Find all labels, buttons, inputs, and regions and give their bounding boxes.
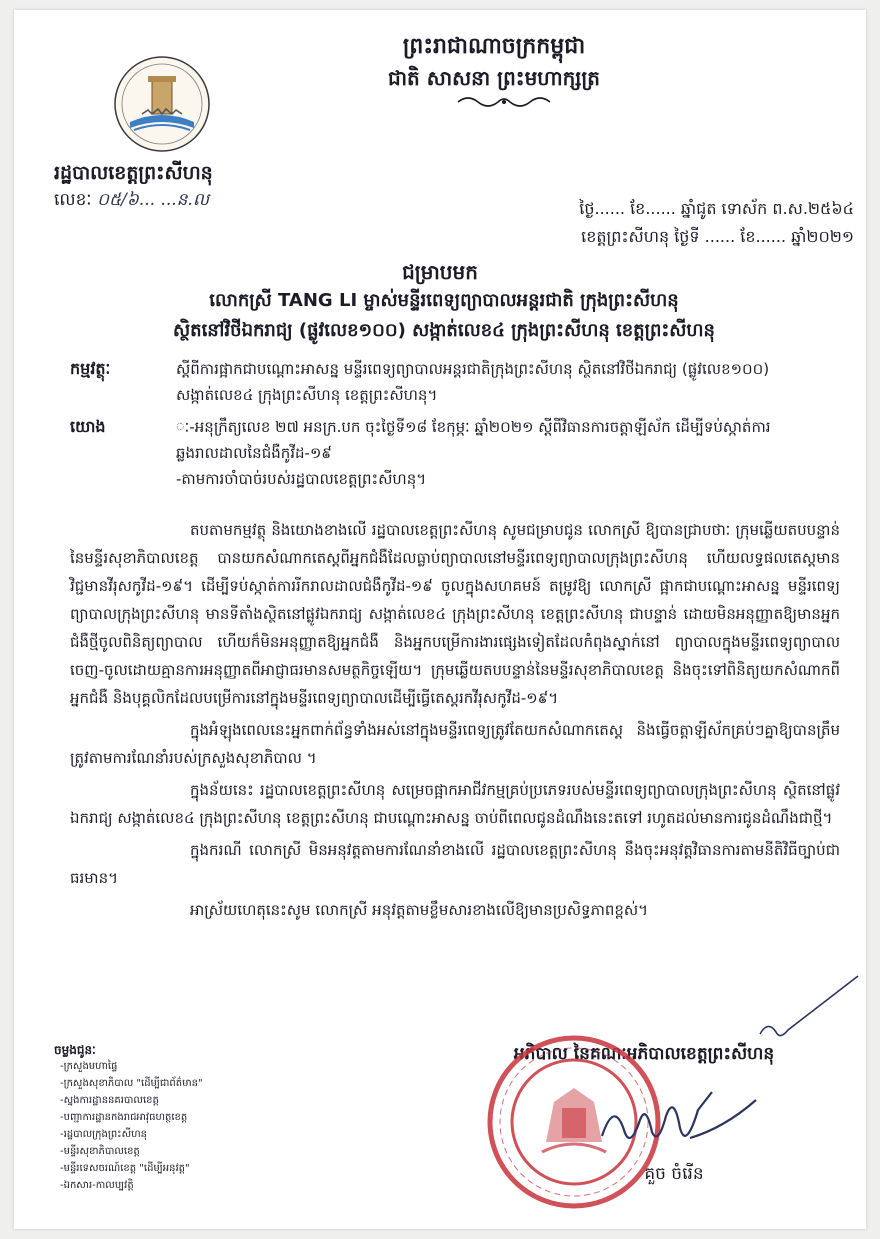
cc-item: -មន្ទីរទេសចរណ៍ខេត្ត "ដើម្បីអនុវត្ត" xyxy=(60,1163,190,1174)
reference-label: យោង xyxy=(70,417,106,436)
cc-item: -ឯកសារ-កាលប្បវត្តិ xyxy=(60,1180,134,1191)
subject-text: ស្តីពីការផ្អាកជាបណ្តោះអាសន្ន មន្ទីរពេទ្យព្យាបាលអន្តរជាតិក្រុងព្រះសីហនុ ស្ថិតនៅវិថីឯករាជ្យ (ផ្លូវលេខ១០០) សង្កាត់លេខ៤ ក្រុងព្រះសីហនុ ខេត្តព្រះសីហនុ។ xyxy=(176,360,770,404)
provincial-emblem-logo xyxy=(112,54,212,154)
reference-item: -តាមការចាំបាច់របស់រដ្ឋបាលខេត្តព្រះសីហនុ។ xyxy=(176,470,427,488)
cc-item: -រដ្ឋបាលក្រុងព្រះសីហនុ xyxy=(60,1129,147,1140)
issuing-authority: រដ្ឋបាលខេត្តព្រះសីហនុ xyxy=(54,162,213,184)
kingdom-heading: ព្រះរាជាណាចក្រកម្ពុជា xyxy=(402,34,586,59)
cc-item: -ស្នងការដ្ឋាននគរបាលខេត្ត xyxy=(60,1095,159,1106)
addressee: លោកស្រី TANG LI ម្ចាស់មន្ទីរពេទ្យព្យាបាលអន្តរជាតិ ក្រុងព្រះសីហនុ xyxy=(209,290,679,311)
body-paragraph: តបតាមកម្មវត្ថុ និងយោងខាងលើ រដ្ឋបាលខេត្តព្រះសីហនុ សូមជម្រាបជូន លោកស្រី ឱ្យបានជ្រាបថាៈ ក្រុមឆ្លើយតបបន្ទាន់នៃមន្ទីរសុខាភិបាលខេត្ត បានយកសំណាកតេស្តពីអ្នកជំងឺដែលធ្លាប់ព្យាបាលនៅមន្ទីរពេទ្យព្យាបាលក្រុងព្រះសីហនុ ហើយលទ្ធផលតេស្តមាន វិជ្ជមានវីរុសកូវីដ-១៩។ ដើម្បីទប់ស្កាត់ការរីករាលដាលជំងឺកូវីដ-១៩ ចូលក្នុងសហគមន៍ តម្រូវឱ្យ លោកស្រី ផ្អាកជាបណ្តោះអាសន្ន មន្ទីរពេទ្យព្យាបាលក្រុងព្រះសីហនុ មានទីតាំងស្ថិតនៅផ្លូវឯករាជ្យ សង្កាត់លេខ៤ ក្រុងព្រះសីហនុ ខេត្តព្រះសីហនុ ជាបន្ទាន់ ដោយមិនអនុញ្ញាតឱ្យមានអ្នកជំងឺថ្មីចូលពិនិត្យព្យាបាល ហើយក៏មិនអនុញ្ញាតឱ្យអ្នកជំងឺ និងអ្នកបម្រើការងារផ្សេងទៀតដែលកំពុងស្នាក់នៅ ព្យាបាលក្នុងមន្ទីរពេទ្យព្យាបាលចេញ-ចូលដោយគ្មានការអនុញ្ញាតពីអាជ្ញាធរមានសមត្ថកិច្ចឡើយ។ ក្រុមឆ្លើយតបបន្ទាន់នៃមន្ទីរសុខាភិបាលខេត្ត និងចុះទៅពិនិត្យយកសំណាកពីអ្នកជំងឺ និងបុគ្គលិកដែលបម្រើការនៅក្នុងមន្ទីរពេទ្យព្យាបាលដើម្បីធ្វើតេស្តរកវីរុសកូវីដ-១៩។ xyxy=(70,521,840,707)
body-paragraph: ក្នុងអំឡុងពេលនេះអ្នកពាក់ព័ន្ធទាំងអស់នៅក្នុងមន្ទីរពេទ្យត្រូវតែយកសំណាកតេស្ត និងធ្វើចត្តាឡីស័កគ្រប់ៗគ្នាឱ្យបានត្រឹមត្រូវតាមការណែនាំរបស់ក្រសួងសុខាភិបាល ។ xyxy=(70,721,840,767)
body-paragraph: អាស្រ័យហេតុនេះសូម លោកស្រី អនុវត្តតាមខ្លឹមសារខាងលើឱ្យមានប្រសិទ្ធភាពខ្ពស់។ xyxy=(190,901,649,919)
body-paragraph: ក្នុងករណី លោកស្រី មិនអនុវត្តតាមការណែនាំខាងលើ រដ្ឋបាលខេត្តព្រះសីហនុ នឹងចុះអនុវត្តវិធានការតាមនីតិវិធីច្បាប់ជាធរមាន។ xyxy=(70,841,840,887)
solar-date: ខេត្តព្រះសីហនុ ថ្ងៃទី ...... ខែ...... ឆ្នាំ២០២១ xyxy=(581,227,854,246)
cc-item: -មន្ទីរសុខាភិបាលខេត្ត xyxy=(60,1146,140,1157)
signatory-title: អភិបាល នៃគណៈអភិបាលខេត្តព្រះសីហនុ xyxy=(513,1044,775,1064)
reference-number-label: លេខៈ xyxy=(54,190,92,210)
cc-list xyxy=(60,1058,280,1194)
heading-ornament xyxy=(454,94,554,110)
lunar-date: ថ្ងៃ...... ខែ...... ឆ្នាំជូត ទោស័ក ព.ស.២៥៦៤ xyxy=(579,199,854,218)
national-motto: ជាតិ សាសនា ព្រះមហាក្សត្រ xyxy=(388,66,600,90)
cc-item: -ក្រសួងមហាផ្ទៃ xyxy=(60,1061,118,1072)
reference-number xyxy=(54,188,209,212)
reference-number-value: ០៥/៦... ...ន.ល xyxy=(96,190,210,210)
reference-item: ៈ-អនុក្រឹត្យលេខ ២៧ អនក្រ.បក ចុះថ្ងៃទី១៨ ខែកុម្ភៈ ឆ្នាំ២០២១ ស្តីពីវិធានការចត្តាឡីស័ក ដើម្បីទប់ស្កាត់ការឆ្លងរាលដាលនៃជំងឺកូវីដ-១៩ xyxy=(176,418,771,462)
handwritten-flourish xyxy=(754,968,864,1048)
salutation: ជម្រាបមក xyxy=(402,260,478,284)
cc-title: ចម្លងជូនៈ xyxy=(54,1043,96,1057)
cc-item: -ក្រសួងសុខាភិបាល "ដើម្បីជាព័ត៌មាន" xyxy=(60,1078,203,1089)
handwritten-signature xyxy=(594,1080,764,1160)
letter-page xyxy=(14,10,866,1229)
letter-body xyxy=(70,516,840,928)
signatory-name: គួច ចំរើន xyxy=(644,1164,704,1184)
cc-item: -បញ្ជាការដ្ឋានកងរាជអាវុធហត្ថខេត្ត xyxy=(60,1112,188,1123)
body-paragraph: ក្នុងន័យនេះ រដ្ឋបាលខេត្តព្រះសីហនុ សម្រេចផ្អាកអាជីវកម្មគ្រប់ប្រភេទរបស់មន្ទីរពេទ្យព្យាបាលក្រុងព្រះសីហនុ ស្ថិតនៅផ្លូវឯករាជ្យ សង្កាត់លេខ៤ ក្រុងព្រះសីហនុ ខេត្តព្រះសីហនុ ជាបណ្តោះអាសន្ន ចាប់ពីពេលជូនដំណឹងនេះតទៅ រហូតដល់មានការជូនដំណឹងជាថ្មី។ xyxy=(70,781,840,827)
addressee-address: ស្ថិតនៅវិថីឯករាជ្យ (ផ្លូវលេខ១០០) សង្កាត់លេខ៤ ក្រុងព្រះសីហនុ ខេត្តព្រះសីហនុ xyxy=(173,320,715,341)
reference-list xyxy=(176,414,836,492)
subject-label: កម្មវត្ថុៈ xyxy=(70,359,111,378)
